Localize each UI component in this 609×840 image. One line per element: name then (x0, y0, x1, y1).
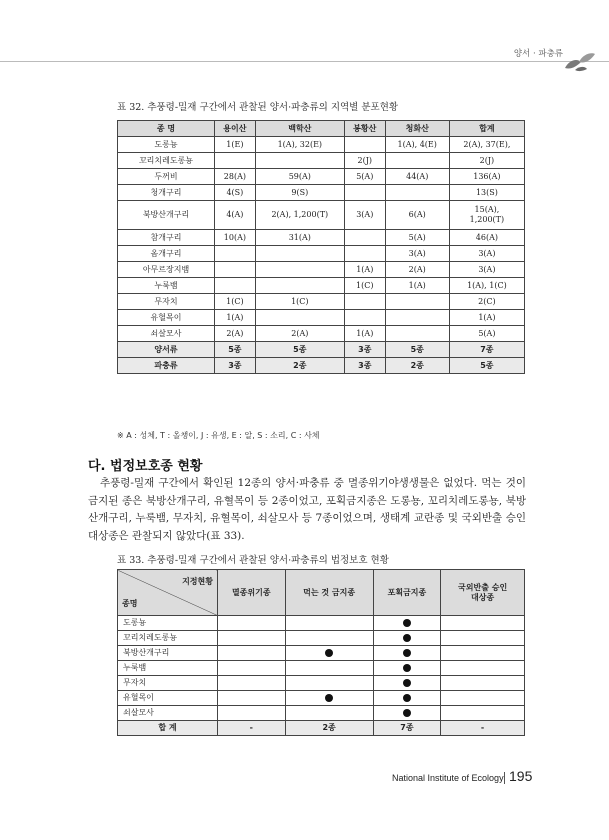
table-row (118, 310, 525, 326)
table-cell: 4(S) (215, 185, 256, 201)
table-cell: 5(A) (449, 326, 524, 342)
table-cell: 3(A) (449, 246, 524, 262)
table-cell: 1(C) (255, 294, 344, 310)
table-row (118, 631, 525, 646)
summary-cell: 3종 (344, 342, 385, 358)
protection-status-table (117, 569, 525, 736)
table-cell: 4(A) (215, 201, 256, 230)
summary-cell: 3종 (215, 358, 256, 374)
column-header: 종 명 (118, 121, 215, 137)
table-cell: 46(A) (449, 230, 524, 246)
species-name-cell: 참개구리 (118, 230, 215, 246)
summary-row (118, 721, 525, 736)
column-header: 국외반출 승인 대상종 (441, 570, 525, 616)
table-cell: 59(A) (255, 169, 344, 185)
status-cell (218, 676, 286, 691)
filled-circle-icon (325, 694, 333, 702)
status-cell (373, 691, 441, 706)
summary-cell: 2종 (285, 721, 373, 736)
table-row (118, 185, 525, 201)
status-cell (285, 676, 373, 691)
filled-circle-icon (403, 694, 411, 702)
table-row (118, 169, 525, 185)
table-cell: 2(A) (385, 262, 449, 278)
table-cell (215, 278, 256, 294)
status-cell (441, 691, 525, 706)
table-cell (385, 310, 449, 326)
summary-cell: 5종 (385, 342, 449, 358)
column-header: 멸종위기종 (218, 570, 286, 616)
table-row (118, 646, 525, 661)
status-cell (285, 631, 373, 646)
species-name-cell: 누룩뱀 (118, 278, 215, 294)
species-name-cell: 꼬리치레도롱뇽 (118, 631, 218, 646)
table-cell (255, 310, 344, 326)
corner-bottom-label: 종명 (122, 599, 138, 608)
footer-divider (504, 772, 505, 784)
column-header: 포획금지종 (373, 570, 441, 616)
status-cell (373, 676, 441, 691)
column-header: 청화산 (385, 121, 449, 137)
table-cell: 2(A) (215, 326, 256, 342)
table-cell: 10(A) (215, 230, 256, 246)
filled-circle-icon (325, 649, 333, 657)
table2-caption: 표 33. 추풍령-밀재 구간에서 관찰된 양서·파충류의 법정보호 현황 (117, 555, 389, 566)
section-title: 다. 법정보호종 현황 (88, 459, 203, 474)
table-cell: 2(A), 1,200(T) (255, 201, 344, 230)
summary-cell: 7종 (449, 342, 524, 358)
filled-circle-icon (403, 664, 411, 672)
status-cell (441, 646, 525, 661)
footer-institute: National Institute of Ecology (392, 773, 504, 783)
table-cell: 15(A), 1,200(T) (449, 201, 524, 230)
status-cell (285, 646, 373, 661)
table-cell (344, 246, 385, 262)
corner-top-label: 지정현황 (182, 577, 213, 586)
status-cell (218, 646, 286, 661)
status-cell (441, 661, 525, 676)
table-cell (255, 246, 344, 262)
table1-caption: 표 32. 추풍령-밀재 구간에서 관찰된 양서·파충류의 지역별 분포현황 (117, 102, 399, 113)
table-cell: 1(C) (344, 278, 385, 294)
table-cell: 1(A) (385, 278, 449, 294)
table-row (118, 137, 525, 153)
filled-circle-icon (403, 709, 411, 717)
table-cell: 31(A) (255, 230, 344, 246)
table-row (118, 706, 525, 721)
table-row (118, 230, 525, 246)
species-name-cell: 도롱뇽 (118, 616, 218, 631)
table-cell: 1(A), 1(C) (449, 278, 524, 294)
species-name-cell: 유혈목이 (118, 691, 218, 706)
species-name-cell: 청개구리 (118, 185, 215, 201)
section-paragraph: 추풍령-밀재 구간에서 확인된 12종의 양서·파충류 중 멸종위기야생생물은 없었다. 먹는 것이 금지된 종은 북방산개구리, 유혈목이 등 2종이었고, 포획금지종은 도롱뇽, 꼬리치레도롱뇽, 북방산개구리, 누룩뱀, 무자치, 유혈목이, 쇠살모사 등 7종이었으며, 생태계 교란종 및 국외반출 승인 대상종은 관찰되지 않았다(표 33). (88, 477, 526, 542)
filled-circle-icon (403, 619, 411, 627)
table-cell: 1(A), 32(E) (255, 137, 344, 153)
column-header: 용이산 (215, 121, 256, 137)
table-cell: 1(A), 4(E) (385, 137, 449, 153)
column-header: 합계 (449, 121, 524, 137)
table-cell: 1(C) (215, 294, 256, 310)
species-name-cell: 북방산개구리 (118, 646, 218, 661)
status-cell (373, 631, 441, 646)
species-name-cell: 북방산개구리 (118, 201, 215, 230)
table-cell (215, 246, 256, 262)
table-row (118, 294, 525, 310)
table-cell: 1(A) (449, 310, 524, 326)
filled-circle-icon (403, 634, 411, 642)
status-cell (285, 661, 373, 676)
species-name-cell: 누룩뱀 (118, 661, 218, 676)
table-cell: 1(A) (344, 262, 385, 278)
table-cell (385, 185, 449, 201)
species-name-cell: 두꺼비 (118, 169, 215, 185)
status-cell (218, 631, 286, 646)
species-name-cell: 쇠살모사 (118, 706, 218, 721)
summary-cell: - (218, 721, 286, 736)
table-cell (215, 262, 256, 278)
summary-cell: 5종 (449, 358, 524, 374)
table-cell (344, 310, 385, 326)
table-cell (385, 326, 449, 342)
summary-row (118, 358, 525, 374)
table-cell (344, 230, 385, 246)
table-cell: 136(A) (449, 169, 524, 185)
table-row (118, 262, 525, 278)
status-cell (285, 691, 373, 706)
status-cell (218, 616, 286, 631)
status-cell (441, 676, 525, 691)
table-cell: 44(A) (385, 169, 449, 185)
summary-cell: 5종 (215, 342, 256, 358)
summary-cell: 7종 (373, 721, 441, 736)
table2-corner-header (118, 570, 218, 616)
species-name-cell: 도롱뇽 (118, 137, 215, 153)
table-cell (255, 153, 344, 169)
column-header: 먹는 것 금지종 (285, 570, 373, 616)
table-cell: 1(E) (215, 137, 256, 153)
table-row (118, 691, 525, 706)
filled-circle-icon (403, 679, 411, 687)
table-cell (344, 294, 385, 310)
status-cell (285, 616, 373, 631)
table-cell (344, 185, 385, 201)
header-rule (0, 61, 609, 62)
table-row (118, 616, 525, 631)
status-cell (373, 661, 441, 676)
summary-label-cell: 양서류 (118, 342, 215, 358)
table-cell: 3(A) (344, 201, 385, 230)
table-cell (255, 278, 344, 294)
table-cell: 2(J) (449, 153, 524, 169)
distribution-table (117, 120, 525, 374)
species-name-cell: 무자치 (118, 294, 215, 310)
filled-circle-icon (403, 649, 411, 657)
table-cell (344, 137, 385, 153)
table-cell: 13(S) (449, 185, 524, 201)
table-cell: 1(A) (344, 326, 385, 342)
summary-cell: 2종 (385, 358, 449, 374)
table-row (118, 661, 525, 676)
status-cell (441, 706, 525, 721)
summary-cell: 3종 (344, 358, 385, 374)
table-cell: 3(A) (449, 262, 524, 278)
status-cell (218, 706, 286, 721)
summary-cell: 2종 (255, 358, 344, 374)
table-cell: 3(A) (385, 246, 449, 262)
status-cell (441, 616, 525, 631)
table-row (118, 278, 525, 294)
table-cell: 28(A) (215, 169, 256, 185)
species-name-cell: 쇠살모사 (118, 326, 215, 342)
summary-label-cell: 파충류 (118, 358, 215, 374)
table-row (118, 326, 525, 342)
table-cell (385, 294, 449, 310)
table-row (118, 201, 525, 230)
species-name-cell: 무자치 (118, 676, 218, 691)
column-header: 백학산 (255, 121, 344, 137)
table-cell (215, 153, 256, 169)
table-cell: 6(A) (385, 201, 449, 230)
status-cell (218, 691, 286, 706)
summary-row (118, 342, 525, 358)
table-cell: 5(A) (344, 169, 385, 185)
species-name-cell: 꼬리치레도롱뇽 (118, 153, 215, 169)
status-cell (373, 706, 441, 721)
species-name-cell: 옴개구리 (118, 246, 215, 262)
table-cell: 2(A), 37(E), (449, 137, 524, 153)
table-cell: 9(S) (255, 185, 344, 201)
table1-legend-note: ※ A : 성체, T : 올챙이, J : 유생, E : 알, S : 소리, C : 사체 (117, 431, 320, 440)
species-name-cell: 아무르장지뱀 (118, 262, 215, 278)
summary-cell: 5종 (255, 342, 344, 358)
status-cell (218, 661, 286, 676)
status-cell (441, 631, 525, 646)
table-row (118, 246, 525, 262)
table-row (118, 153, 525, 169)
table-cell (385, 153, 449, 169)
table-row (118, 676, 525, 691)
status-cell (373, 616, 441, 631)
species-name-cell: 유혈목이 (118, 310, 215, 326)
running-header: 양서 · 파충류 (513, 49, 563, 59)
table-cell: 2(A) (255, 326, 344, 342)
status-cell (285, 706, 373, 721)
summary-label-cell: 합 계 (118, 721, 218, 736)
table-cell (255, 262, 344, 278)
table-cell: 2(J) (344, 153, 385, 169)
table-cell: 5(A) (385, 230, 449, 246)
table-cell: 2(C) (449, 294, 524, 310)
summary-cell: - (441, 721, 525, 736)
column-header: 봉황산 (344, 121, 385, 137)
page-number: 195 (509, 768, 533, 784)
status-cell (373, 646, 441, 661)
leaf-icon (563, 50, 597, 72)
table-cell: 1(A) (215, 310, 256, 326)
